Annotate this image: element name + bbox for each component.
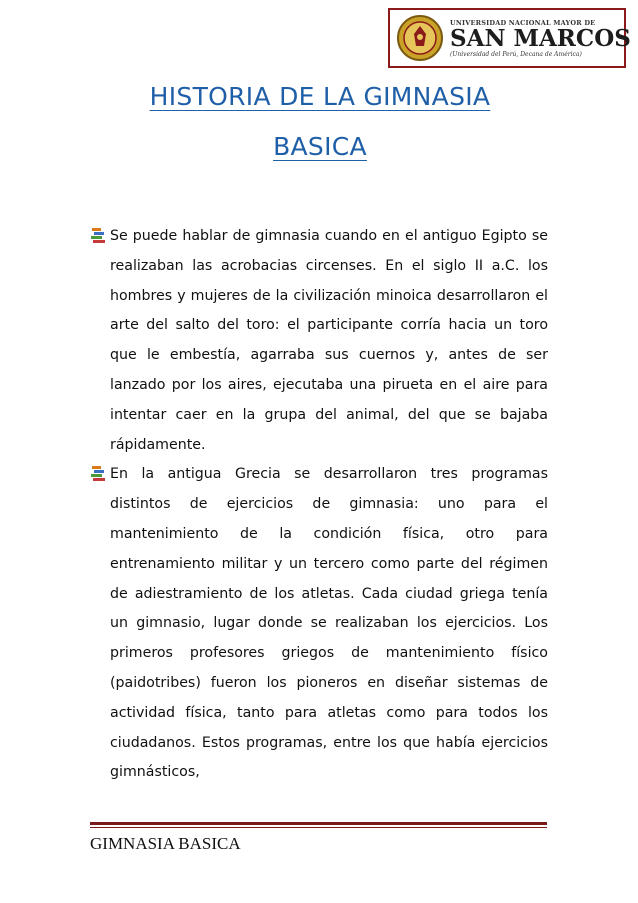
footer-rule-thin — [90, 827, 547, 828]
footer-rule-thick — [90, 822, 547, 825]
page-title-line-2: BASICA — [273, 132, 367, 161]
paragraph-greece — [110, 460, 548, 788]
logo-san-marcos: SAN MARCOS — [450, 24, 631, 52]
logo-text — [450, 19, 631, 58]
paragraph-1-text: Se puede hablar de gimnasia cuando en el antiguo Egipto se realizaban las acrobacias circenses. En el siglo II a.C. los hombres y mujeres de la civilización minoica desarrollaron el arte del salto del toro: el participante corría hacia un toro que le embestía, agarraba sus cuernos y, antes de ser lanzado por los aires, ejecutaba una pirueta en el aire para intentar caer en la grupa del animal, del que se bajaba rápidamente. — [110, 228, 548, 453]
university-seal-icon — [396, 14, 444, 62]
page-footer: GIMNASIA BASICA — [90, 834, 241, 853]
page-title-line-1: HISTORIA DE LA GIMNASIA — [149, 82, 491, 111]
university-logo — [388, 8, 631, 68]
body-content — [110, 222, 548, 788]
paragraph-2-text: En la antigua Grecia se desarrollaron tres programas distintos de ejercicios de gimnasia: uno para el mantenimiento de la condición física, otro para entrenamiento militar y un tercero como parte del régimen de adiestramiento de los atletas. Cada ciudad griega tenía un gimnasio, lugar donde se realizaban los ejercicios. Los primeros profesores griegos de mantenimiento físico (paidotribes) fueron los pioneros en diseñar sistemas de actividad física, tanto para atletas como para todos los ciudadanos. Estos programas, entre los que había ejercicios gimnásticos, — [110, 466, 548, 781]
logo-motto: (Universidad del Perú, Decana de América) — [450, 50, 582, 58]
stacked-books-bullet-icon — [90, 227, 106, 243]
logo-university-line: UNIVERSIDAD NACIONAL MAYOR DE — [450, 18, 596, 27]
paragraph-egypt-minoan — [110, 222, 548, 460]
stacked-books-bullet-icon — [90, 465, 106, 481]
